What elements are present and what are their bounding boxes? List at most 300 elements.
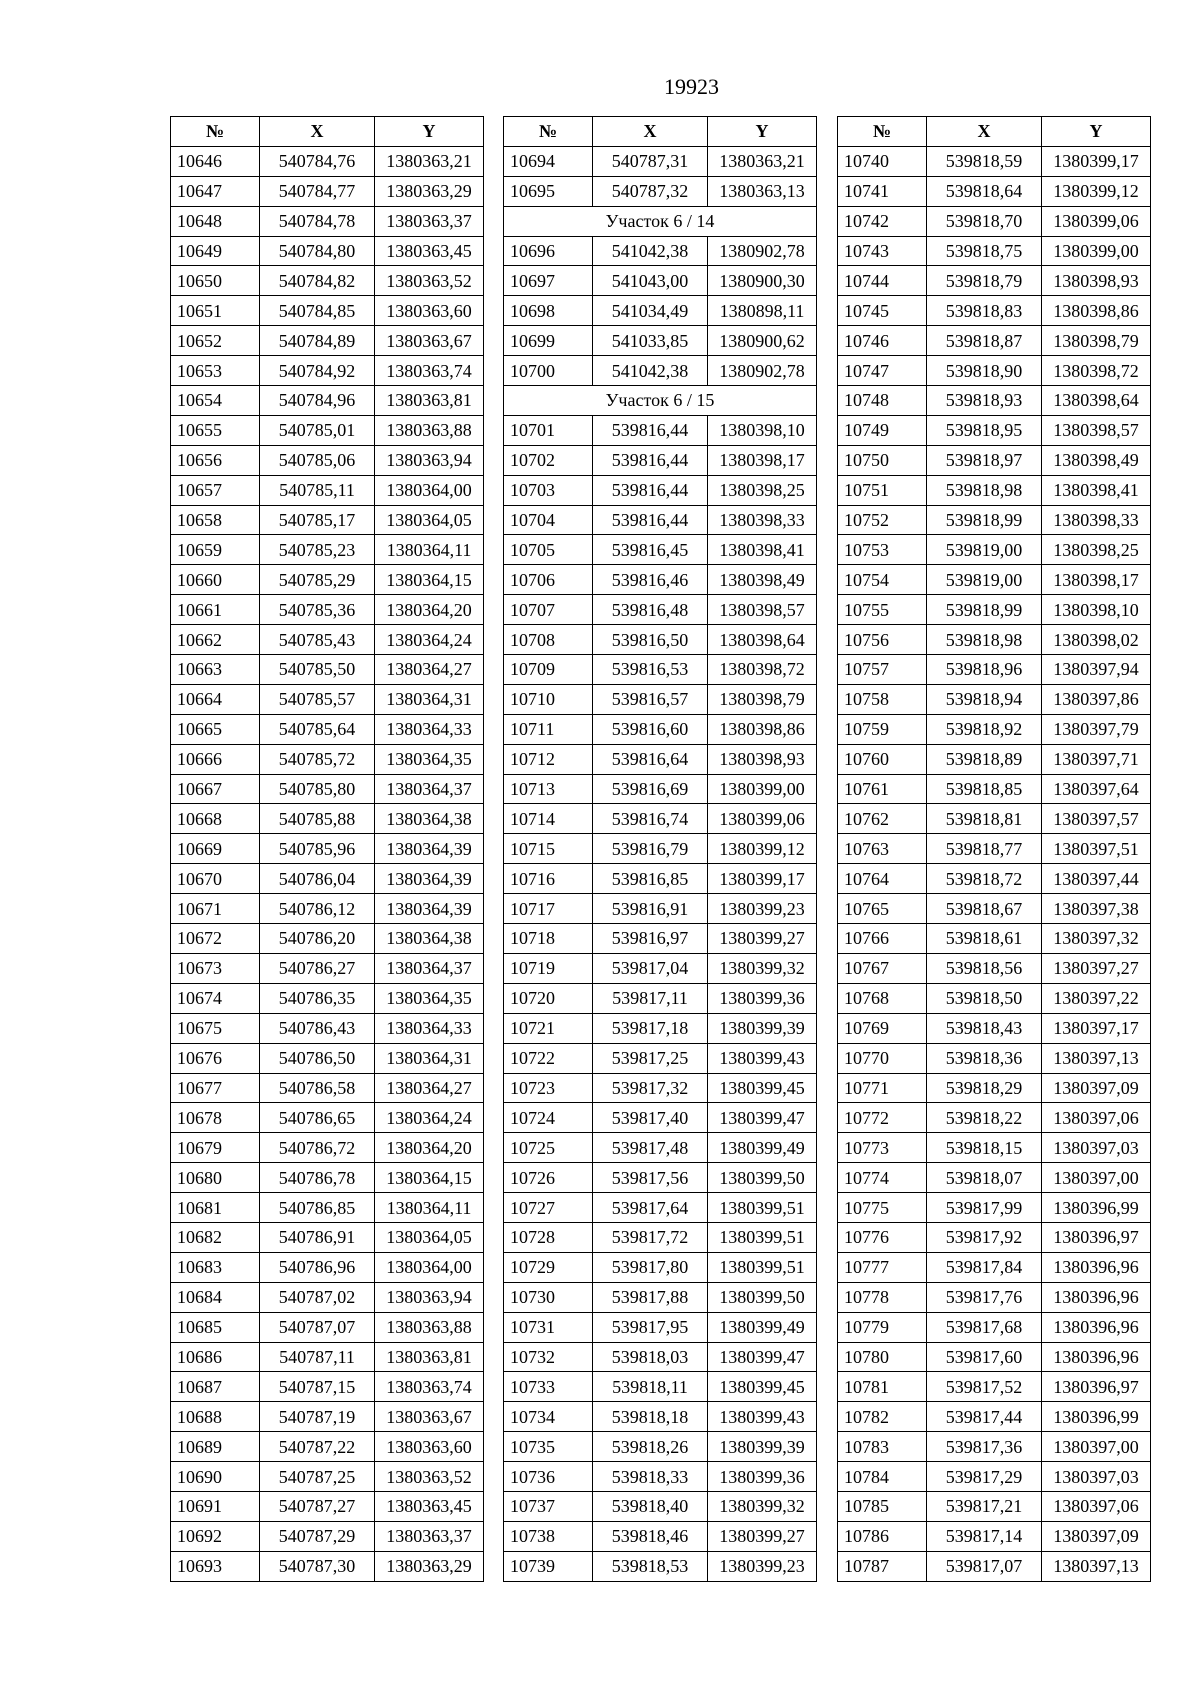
table-row [171, 505, 484, 535]
point-number-cell: 10741 [838, 176, 927, 206]
table-row [504, 1551, 817, 1581]
point-number-cell: 10687 [171, 1372, 260, 1402]
x-coordinate-cell: 539818,98 [927, 625, 1042, 655]
table-row [504, 505, 817, 535]
y-coordinate-cell: 1380399,51 [708, 1193, 817, 1223]
x-coordinate-cell: 539817,84 [927, 1252, 1042, 1282]
y-coordinate-cell: 1380396,99 [1042, 1402, 1151, 1432]
y-coordinate-cell: 1380397,13 [1042, 1043, 1151, 1073]
point-number-cell: 10690 [171, 1462, 260, 1492]
point-number-cell: 10787 [838, 1551, 927, 1581]
column-header-y: Y [375, 117, 484, 147]
x-coordinate-cell: 540787,02 [260, 1282, 375, 1312]
x-coordinate-cell: 539818,85 [927, 774, 1042, 804]
point-number-cell: 10721 [504, 1013, 593, 1043]
point-number-cell: 10728 [504, 1222, 593, 1252]
table-row [171, 894, 484, 924]
y-coordinate-cell: 1380364,24 [375, 625, 484, 655]
x-coordinate-cell: 539818,40 [593, 1491, 708, 1521]
table-row [838, 1342, 1151, 1372]
table-row [171, 415, 484, 445]
x-coordinate-cell: 541042,38 [593, 236, 708, 266]
x-coordinate-cell: 540787,22 [260, 1432, 375, 1462]
y-coordinate-cell: 1380363,13 [708, 176, 817, 206]
y-coordinate-cell: 1380363,74 [375, 1372, 484, 1402]
point-number-cell: 10740 [838, 146, 927, 176]
section-row [504, 386, 817, 416]
table-row [504, 1252, 817, 1282]
y-coordinate-cell: 1380364,00 [375, 1252, 484, 1282]
x-coordinate-cell: 540785,72 [260, 744, 375, 774]
table-row [171, 386, 484, 416]
x-coordinate-cell: 539816,97 [593, 924, 708, 954]
y-coordinate-cell: 1380399,06 [708, 804, 817, 834]
point-number-cell: 10762 [838, 804, 927, 834]
x-coordinate-cell: 539816,48 [593, 595, 708, 625]
x-coordinate-cell: 539816,44 [593, 475, 708, 505]
x-coordinate-cell: 539817,14 [927, 1521, 1042, 1551]
table-row [504, 655, 817, 685]
y-coordinate-cell: 1380364,20 [375, 1133, 484, 1163]
table-row [504, 415, 817, 445]
y-coordinate-cell: 1380397,94 [1042, 655, 1151, 685]
x-coordinate-cell: 539818,53 [593, 1551, 708, 1581]
y-coordinate-cell: 1380364,24 [375, 1103, 484, 1133]
y-coordinate-cell: 1380399,27 [708, 924, 817, 954]
table-row [838, 1372, 1151, 1402]
x-coordinate-cell: 539817,92 [927, 1222, 1042, 1252]
column-header-number: № [838, 117, 927, 147]
table-row [171, 206, 484, 236]
y-coordinate-cell: 1380399,45 [708, 1073, 817, 1103]
y-coordinate-cell: 1380902,78 [708, 236, 817, 266]
table-row [504, 1103, 817, 1133]
x-coordinate-cell: 539817,60 [927, 1342, 1042, 1372]
point-number-cell: 10688 [171, 1402, 260, 1432]
table-header-row [838, 117, 1151, 147]
point-number-cell: 10682 [171, 1222, 260, 1252]
column-header-x: X [260, 117, 375, 147]
y-coordinate-cell: 1380399,43 [708, 1402, 817, 1432]
point-number-cell: 10732 [504, 1342, 593, 1372]
x-coordinate-cell: 540785,50 [260, 655, 375, 685]
y-coordinate-cell: 1380364,39 [375, 834, 484, 864]
x-coordinate-cell: 540787,19 [260, 1402, 375, 1432]
x-coordinate-cell: 539818,29 [927, 1073, 1042, 1103]
column-header-number: № [504, 117, 593, 147]
table-row [171, 356, 484, 386]
table-row [504, 565, 817, 595]
x-coordinate-cell: 539817,95 [593, 1312, 708, 1342]
x-coordinate-cell: 539817,32 [593, 1073, 708, 1103]
table-row [504, 834, 817, 864]
table-row [171, 1551, 484, 1581]
table-row [171, 774, 484, 804]
table-row [504, 1073, 817, 1103]
table-row [171, 475, 484, 505]
table-row [838, 326, 1151, 356]
y-coordinate-cell: 1380363,88 [375, 415, 484, 445]
table-row [171, 714, 484, 744]
x-coordinate-cell: 539818,11 [593, 1372, 708, 1402]
y-coordinate-cell: 1380900,30 [708, 266, 817, 296]
x-coordinate-cell: 540784,80 [260, 236, 375, 266]
y-coordinate-cell: 1380396,96 [1042, 1282, 1151, 1312]
table-row [171, 146, 484, 176]
table-row [171, 1103, 484, 1133]
x-coordinate-cell: 539817,04 [593, 953, 708, 983]
table-row [504, 744, 817, 774]
point-number-cell: 10780 [838, 1342, 927, 1372]
point-number-cell: 10698 [504, 296, 593, 326]
point-number-cell: 10651 [171, 296, 260, 326]
column-header-number: № [171, 117, 260, 147]
point-number-cell: 10731 [504, 1312, 593, 1342]
table-row [504, 864, 817, 894]
point-number-cell: 10723 [504, 1073, 593, 1103]
table-row [838, 1163, 1151, 1193]
point-number-cell: 10676 [171, 1043, 260, 1073]
y-coordinate-cell: 1380397,00 [1042, 1432, 1151, 1462]
coordinates-table-2 [503, 116, 817, 1582]
y-coordinate-cell: 1380398,64 [1042, 386, 1151, 416]
table-row [504, 326, 817, 356]
point-number-cell: 10756 [838, 625, 927, 655]
table-row [504, 266, 817, 296]
table-row [171, 804, 484, 834]
table-row [504, 953, 817, 983]
x-coordinate-cell: 539818,70 [927, 206, 1042, 236]
table-row [838, 983, 1151, 1013]
x-coordinate-cell: 539818,46 [593, 1521, 708, 1551]
y-coordinate-cell: 1380397,38 [1042, 894, 1151, 924]
x-coordinate-cell: 539818,03 [593, 1342, 708, 1372]
y-coordinate-cell: 1380397,09 [1042, 1521, 1151, 1551]
point-number-cell: 10666 [171, 744, 260, 774]
point-number-cell: 10745 [838, 296, 927, 326]
x-coordinate-cell: 539816,69 [593, 774, 708, 804]
table-row [838, 1193, 1151, 1223]
x-coordinate-cell: 540786,35 [260, 983, 375, 1013]
point-number-cell: 10705 [504, 535, 593, 565]
table-row [838, 655, 1151, 685]
point-number-cell: 10706 [504, 565, 593, 595]
table-row [504, 625, 817, 655]
x-coordinate-cell: 539818,33 [593, 1462, 708, 1492]
x-coordinate-cell: 539817,07 [927, 1551, 1042, 1581]
x-coordinate-cell: 540786,91 [260, 1222, 375, 1252]
column-header-y: Y [1042, 117, 1151, 147]
y-coordinate-cell: 1380399,00 [1042, 236, 1151, 266]
y-coordinate-cell: 1380398,72 [708, 655, 817, 685]
x-coordinate-cell: 540784,82 [260, 266, 375, 296]
point-number-cell: 10707 [504, 595, 593, 625]
y-coordinate-cell: 1380398,25 [708, 475, 817, 505]
table-row [171, 834, 484, 864]
x-coordinate-cell: 539818,97 [927, 445, 1042, 475]
y-coordinate-cell: 1380397,22 [1042, 983, 1151, 1013]
table-row [838, 266, 1151, 296]
y-coordinate-cell: 1380399,36 [708, 983, 817, 1013]
y-coordinate-cell: 1380398,49 [1042, 445, 1151, 475]
y-coordinate-cell: 1380398,33 [708, 505, 817, 535]
y-coordinate-cell: 1380398,57 [708, 595, 817, 625]
table-row [838, 1252, 1151, 1282]
y-coordinate-cell: 1380363,52 [375, 1462, 484, 1492]
table-row [171, 236, 484, 266]
y-coordinate-cell: 1380898,11 [708, 296, 817, 326]
y-coordinate-cell: 1380364,39 [375, 864, 484, 894]
point-number-cell: 10668 [171, 804, 260, 834]
y-coordinate-cell: 1380398,86 [708, 714, 817, 744]
x-coordinate-cell: 539817,52 [927, 1372, 1042, 1402]
y-coordinate-cell: 1380364,27 [375, 655, 484, 685]
table-row [171, 535, 484, 565]
table-row [504, 296, 817, 326]
x-coordinate-cell: 540786,50 [260, 1043, 375, 1073]
point-number-cell: 10677 [171, 1073, 260, 1103]
y-coordinate-cell: 1380399,43 [708, 1043, 817, 1073]
point-number-cell: 10700 [504, 356, 593, 386]
x-coordinate-cell: 540787,07 [260, 1312, 375, 1342]
y-coordinate-cell: 1380364,20 [375, 595, 484, 625]
x-coordinate-cell: 540784,96 [260, 386, 375, 416]
point-number-cell: 10673 [171, 953, 260, 983]
table-row [171, 1043, 484, 1073]
table-row [504, 1491, 817, 1521]
page-number: 19923 [664, 74, 719, 99]
y-coordinate-cell: 1380399,50 [708, 1282, 817, 1312]
y-coordinate-cell: 1380399,36 [708, 1462, 817, 1492]
table-row [171, 1222, 484, 1252]
table-row [171, 655, 484, 685]
point-number-cell: 10671 [171, 894, 260, 924]
y-coordinate-cell: 1380364,05 [375, 505, 484, 535]
x-coordinate-cell: 539818,77 [927, 834, 1042, 864]
table-row [171, 953, 484, 983]
table-row [838, 1222, 1151, 1252]
table-row [838, 1491, 1151, 1521]
y-coordinate-cell: 1380398,33 [1042, 505, 1151, 535]
table-row [838, 924, 1151, 954]
point-number-cell: 10686 [171, 1342, 260, 1372]
point-number-cell: 10753 [838, 535, 927, 565]
table-row [838, 864, 1151, 894]
table-row [171, 266, 484, 296]
section-title: Участок 6 / 14 [504, 206, 817, 236]
table-row [838, 625, 1151, 655]
y-coordinate-cell: 1380397,71 [1042, 744, 1151, 774]
table-row [838, 774, 1151, 804]
table-row [838, 834, 1151, 864]
point-number-cell: 10694 [504, 146, 593, 176]
y-coordinate-cell: 1380396,99 [1042, 1193, 1151, 1223]
point-number-cell: 10738 [504, 1521, 593, 1551]
y-coordinate-cell: 1380397,57 [1042, 804, 1151, 834]
x-coordinate-cell: 539818,98 [927, 475, 1042, 505]
table-row [838, 1043, 1151, 1073]
x-coordinate-cell: 539818,87 [927, 326, 1042, 356]
y-coordinate-cell: 1380397,06 [1042, 1491, 1151, 1521]
table-row [838, 1462, 1151, 1492]
table-row [504, 176, 817, 206]
y-coordinate-cell: 1380363,67 [375, 326, 484, 356]
x-coordinate-cell: 540787,25 [260, 1462, 375, 1492]
point-number-cell: 10761 [838, 774, 927, 804]
y-coordinate-cell: 1380398,79 [708, 684, 817, 714]
table-row [504, 475, 817, 505]
point-number-cell: 10710 [504, 684, 593, 714]
point-number-cell: 10720 [504, 983, 593, 1013]
x-coordinate-cell: 539818,93 [927, 386, 1042, 416]
point-number-cell: 10726 [504, 1163, 593, 1193]
point-number-cell: 10681 [171, 1193, 260, 1223]
y-coordinate-cell: 1380396,96 [1042, 1342, 1151, 1372]
y-coordinate-cell: 1380399,23 [708, 1551, 817, 1581]
point-number-cell: 10652 [171, 326, 260, 356]
x-coordinate-cell: 540786,58 [260, 1073, 375, 1103]
point-number-cell: 10724 [504, 1103, 593, 1133]
table-row [838, 1103, 1151, 1133]
table-header-row [504, 117, 817, 147]
x-coordinate-cell: 539816,85 [593, 864, 708, 894]
y-coordinate-cell: 1380398,17 [708, 445, 817, 475]
table-row [838, 804, 1151, 834]
point-number-cell: 10670 [171, 864, 260, 894]
y-coordinate-cell: 1380396,97 [1042, 1372, 1151, 1402]
x-coordinate-cell: 539818,92 [927, 714, 1042, 744]
point-number-cell: 10662 [171, 625, 260, 655]
table-row [504, 1163, 817, 1193]
x-coordinate-cell: 540787,27 [260, 1491, 375, 1521]
y-coordinate-cell: 1380398,79 [1042, 326, 1151, 356]
table-row [504, 1133, 817, 1163]
x-coordinate-cell: 540787,31 [593, 146, 708, 176]
y-coordinate-cell: 1380397,03 [1042, 1462, 1151, 1492]
y-coordinate-cell: 1380364,11 [375, 535, 484, 565]
y-coordinate-cell: 1380364,35 [375, 744, 484, 774]
point-number-cell: 10649 [171, 236, 260, 266]
y-coordinate-cell: 1380399,27 [708, 1521, 817, 1551]
table-row [838, 744, 1151, 774]
point-number-cell: 10655 [171, 415, 260, 445]
table-row [504, 595, 817, 625]
table-row [504, 1521, 817, 1551]
point-number-cell: 10683 [171, 1252, 260, 1282]
y-coordinate-cell: 1380397,00 [1042, 1163, 1151, 1193]
y-coordinate-cell: 1380398,10 [1042, 595, 1151, 625]
y-coordinate-cell: 1380364,05 [375, 1222, 484, 1252]
x-coordinate-cell: 540786,78 [260, 1163, 375, 1193]
table-row [504, 894, 817, 924]
point-number-cell: 10758 [838, 684, 927, 714]
point-number-cell: 10695 [504, 176, 593, 206]
x-coordinate-cell: 540785,17 [260, 505, 375, 535]
point-number-cell: 10736 [504, 1462, 593, 1492]
y-coordinate-cell: 1380363,60 [375, 1432, 484, 1462]
point-number-cell: 10715 [504, 834, 593, 864]
x-coordinate-cell: 539817,48 [593, 1133, 708, 1163]
y-coordinate-cell: 1380399,39 [708, 1013, 817, 1043]
table-row [171, 1312, 484, 1342]
table-row [171, 1342, 484, 1372]
point-number-cell: 10739 [504, 1551, 593, 1581]
y-coordinate-cell: 1380363,52 [375, 266, 484, 296]
table-row [504, 1342, 817, 1372]
table-row [838, 206, 1151, 236]
y-coordinate-cell: 1380364,39 [375, 894, 484, 924]
y-coordinate-cell: 1380363,21 [375, 146, 484, 176]
x-coordinate-cell: 539818,72 [927, 864, 1042, 894]
x-coordinate-cell: 539817,56 [593, 1163, 708, 1193]
y-coordinate-cell: 1380364,15 [375, 565, 484, 595]
y-coordinate-cell: 1380364,00 [375, 475, 484, 505]
x-coordinate-cell: 539818,94 [927, 684, 1042, 714]
x-coordinate-cell: 540785,29 [260, 565, 375, 595]
point-number-cell: 10722 [504, 1043, 593, 1073]
x-coordinate-cell: 539817,80 [593, 1252, 708, 1282]
y-coordinate-cell: 1380363,94 [375, 1282, 484, 1312]
point-number-cell: 10746 [838, 326, 927, 356]
point-number-cell: 10660 [171, 565, 260, 595]
point-number-cell: 10776 [838, 1222, 927, 1252]
point-number-cell: 10691 [171, 1491, 260, 1521]
y-coordinate-cell: 1380399,17 [1042, 146, 1151, 176]
table-row [838, 1312, 1151, 1342]
point-number-cell: 10685 [171, 1312, 260, 1342]
table-row [504, 983, 817, 1013]
point-number-cell: 10769 [838, 1013, 927, 1043]
x-coordinate-cell: 539818,67 [927, 894, 1042, 924]
y-coordinate-cell: 1380398,17 [1042, 565, 1151, 595]
point-number-cell: 10697 [504, 266, 593, 296]
y-coordinate-cell: 1380398,25 [1042, 535, 1151, 565]
y-coordinate-cell: 1380363,74 [375, 356, 484, 386]
table-row [838, 296, 1151, 326]
point-number-cell: 10708 [504, 625, 593, 655]
table-row [504, 1432, 817, 1462]
point-number-cell: 10693 [171, 1551, 260, 1581]
x-coordinate-cell: 539818,26 [593, 1432, 708, 1462]
table-row [171, 684, 484, 714]
point-number-cell: 10664 [171, 684, 260, 714]
x-coordinate-cell: 539816,46 [593, 565, 708, 595]
point-number-cell: 10716 [504, 864, 593, 894]
point-number-cell: 10735 [504, 1432, 593, 1462]
table-row [171, 1372, 484, 1402]
y-coordinate-cell: 1380364,27 [375, 1073, 484, 1103]
y-coordinate-cell: 1380364,31 [375, 684, 484, 714]
x-coordinate-cell: 540784,77 [260, 176, 375, 206]
y-coordinate-cell: 1380396,96 [1042, 1312, 1151, 1342]
x-coordinate-cell: 539818,90 [927, 356, 1042, 386]
y-coordinate-cell: 1380398,41 [708, 535, 817, 565]
x-coordinate-cell: 540785,96 [260, 834, 375, 864]
x-coordinate-cell: 539818,99 [927, 595, 1042, 625]
x-coordinate-cell: 541043,00 [593, 266, 708, 296]
table-row [838, 386, 1151, 416]
y-coordinate-cell: 1380363,45 [375, 1491, 484, 1521]
table-row [838, 1402, 1151, 1432]
point-number-cell: 10696 [504, 236, 593, 266]
y-coordinate-cell: 1380398,86 [1042, 296, 1151, 326]
y-coordinate-cell: 1380364,31 [375, 1043, 484, 1073]
x-coordinate-cell: 539816,60 [593, 714, 708, 744]
y-coordinate-cell: 1380364,15 [375, 1163, 484, 1193]
x-coordinate-cell: 540784,76 [260, 146, 375, 176]
point-number-cell: 10665 [171, 714, 260, 744]
y-coordinate-cell: 1380900,62 [708, 326, 817, 356]
